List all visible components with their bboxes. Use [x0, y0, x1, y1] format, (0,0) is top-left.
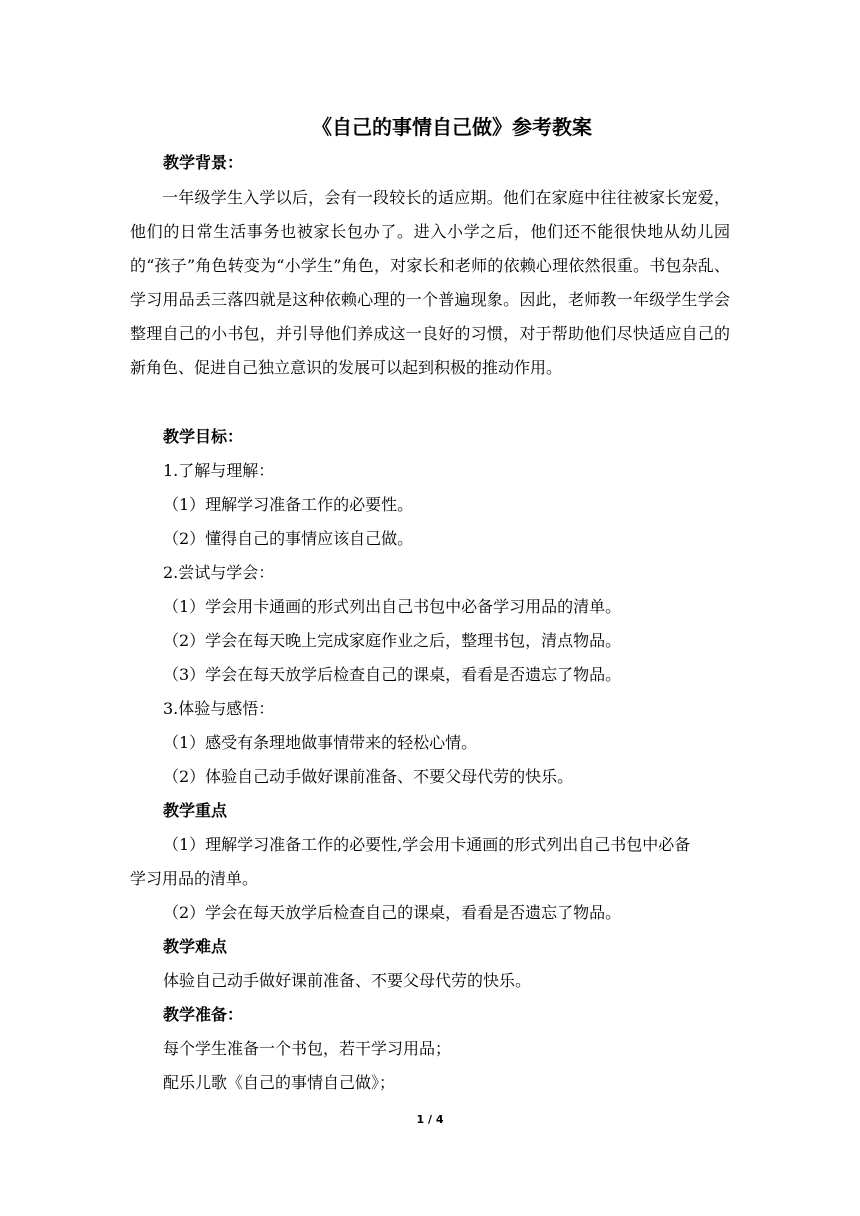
key-point-item-continued: 学习用品的清单。 — [130, 869, 259, 888]
goal2-item: （2）学会在每天晚上完成家庭作业之后，整理书包，清点物品。 — [163, 631, 622, 650]
goals-heading: 教学目标： — [163, 427, 244, 446]
goal2-item: （1）学会用卡通画的形式列出自己书包中必备学习用品的清单。 — [163, 597, 622, 616]
background-heading: 教学背景： — [163, 153, 244, 172]
goal3-title: 3.体验与感悟： — [163, 699, 275, 718]
key-point-item: （1）理解学习准备工作的必要性,学会用卡通画的形式列出自己书包中必备 — [163, 835, 691, 854]
difficulty-text: 体验自己动手做好课前准备、不要父母代劳的快乐。 — [163, 971, 532, 990]
background-paragraph: 一年级学生入学以后，会有一段较长的适应期。他们在家庭中往往被家长宠爱，他们的日常生活事务也被家长包办了。进入小学之后，他们还不能很快地从幼儿园的“孩子”角色转变为“小学生”角色，对家长和老师的依赖心理依然很重。书包杂乱、学习用品丢三落四就是这种依赖心理的一个普遍现象。因此，老师教一年级学生学会整理自己的小书包，并引导他们养成这一良好的习惯，对于帮助他们尽快适应自己的新角色、促进自己独立意识的发展可以起到积极的推动作用。 — [130, 188, 730, 377]
goal2-title: 2.尝试与学会： — [163, 563, 275, 582]
preparation-heading: 教学准备： — [163, 1005, 244, 1024]
goal1-title: 1.了解与理解： — [163, 461, 275, 480]
key-point-item: （2）学会在每天放学后检查自己的课桌，看看是否遗忘了物品。 — [163, 903, 622, 922]
difficulty-heading: 教学难点 — [163, 937, 228, 956]
preparation-item: 配乐儿歌《自己的事情自己做》； — [163, 1073, 396, 1092]
goal3-item: （2）体验自己动手做好课前准备、不要父母代劳的快乐。 — [163, 767, 574, 786]
goal3-item: （1）感受有条理地做事情带来的轻松心情。 — [163, 733, 478, 752]
key-points-heading: 教学重点 — [163, 801, 228, 820]
goal1-item: （1）理解学习准备工作的必要性。 — [163, 495, 414, 514]
goal2-item: （3）学会在每天放学后检查自己的课桌，看看是否遗忘了物品。 — [163, 665, 622, 684]
preparation-item: 每个学生准备一个书包，若干学习用品； — [163, 1039, 452, 1058]
page-number: 1 / 4 — [416, 1113, 444, 1126]
goal1-item: （2）懂得自己的事情应该自己做。 — [163, 529, 414, 548]
document-title: 《自己的事情自己做》参考教案 — [312, 115, 592, 139]
